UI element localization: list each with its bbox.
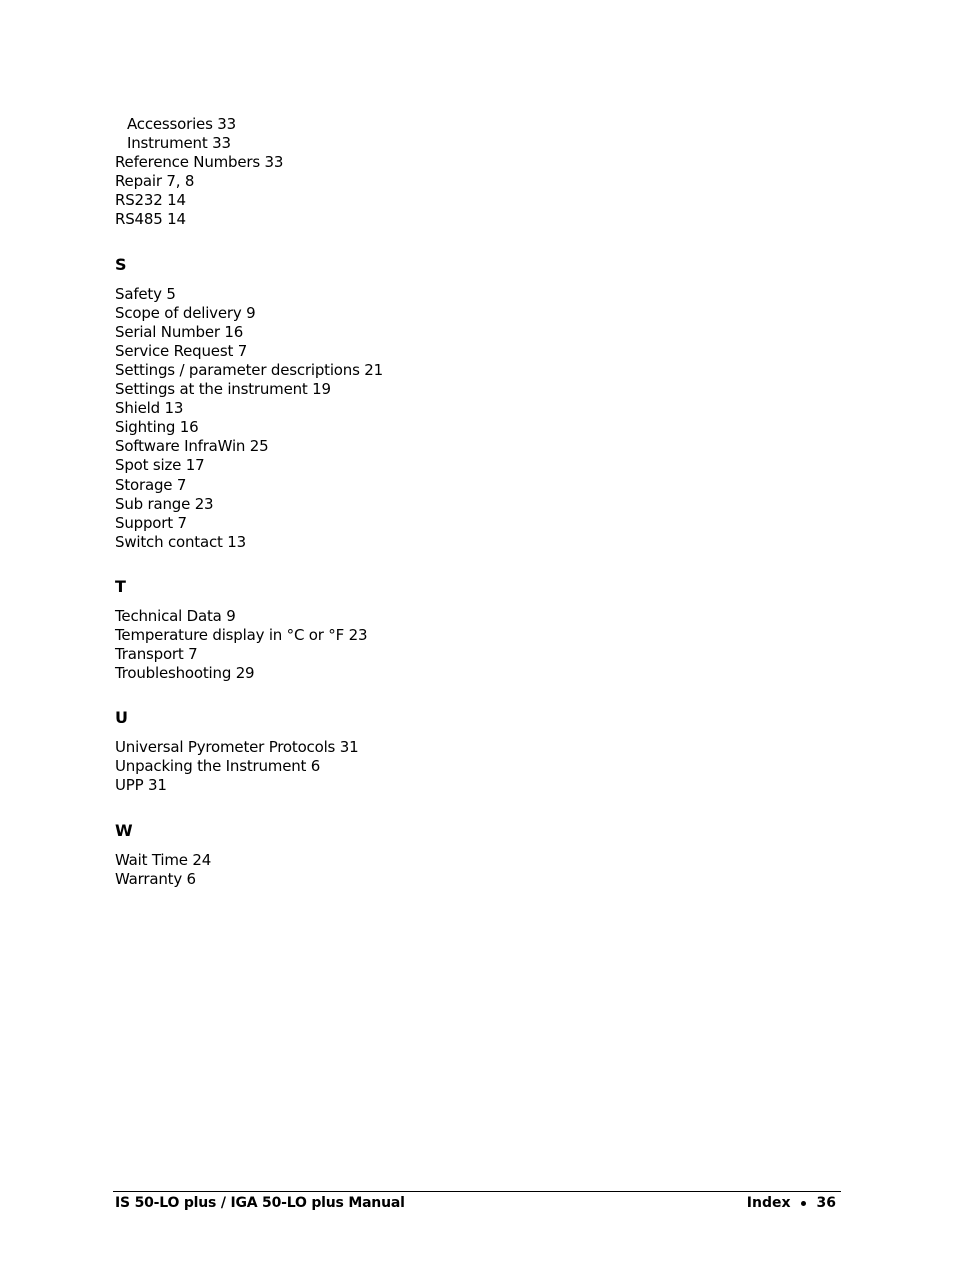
index-entry: RS232 14 <box>115 191 186 210</box>
index-section-t <box>115 577 715 683</box>
index-entry: Sighting 16 <box>115 418 199 437</box>
section-letter-heading: S <box>115 254 127 274</box>
footer-divider <box>113 1191 841 1192</box>
index-entry: UPP 31 <box>115 776 167 795</box>
index-subentry: Instrument 33 <box>127 134 231 153</box>
index-entry: Transport 7 <box>115 645 198 664</box>
index-entry: Repair 7, 8 <box>115 172 195 191</box>
index-entry: Storage 7 <box>115 475 187 494</box>
index-entry: Switch contact 13 <box>115 532 246 551</box>
index-entry: Settings at the instrument 19 <box>115 380 331 399</box>
section-letter-heading: U <box>115 708 128 728</box>
index-entry: Technical Data 9 <box>115 606 236 625</box>
index-body <box>115 115 715 889</box>
index-entry: Wait Time 24 <box>115 850 212 869</box>
index-entry: Temperature display in °C or °F 23 <box>115 625 368 644</box>
index-section-u <box>115 708 715 795</box>
index-continued-group <box>115 115 715 230</box>
index-section-w <box>115 821 715 889</box>
index-entry: Troubleshooting 29 <box>115 664 255 683</box>
index-entry: Serial Number 16 <box>115 322 244 341</box>
index-entry: Universal Pyrometer Protocols 31 <box>115 738 359 757</box>
bullet-separator-icon <box>801 1201 806 1206</box>
index-entry: Safety 5 <box>115 284 176 303</box>
index-entry: Settings / parameter descriptions 21 <box>115 360 383 379</box>
section-letter-heading: W <box>115 820 133 840</box>
index-entry: Software InfraWin 25 <box>115 437 269 456</box>
index-entry: Scope of delivery 9 <box>115 303 256 322</box>
index-subentry: Accessories 33 <box>127 115 236 133</box>
index-entry: Shield 13 <box>115 399 184 418</box>
footer-manual-title: IS 50-LO plus / IGA 50-LO plus Manual <box>115 1195 405 1211</box>
index-entry: Support 7 <box>115 513 187 532</box>
section-letter-heading: T <box>115 576 126 596</box>
index-entry: Service Request 7 <box>115 341 248 360</box>
index-entry: Sub range 23 <box>115 494 214 513</box>
footer-page-number: 36 <box>816 1195 836 1211</box>
index-entry: RS485 14 <box>115 210 186 229</box>
index-entry: Spot size 17 <box>115 456 205 475</box>
index-entry: Reference Numbers 33 <box>115 153 284 172</box>
index-section-s <box>115 255 715 552</box>
index-entry: Warranty 6 <box>115 869 196 888</box>
footer-page-info <box>747 1194 836 1212</box>
footer-section-name: Index <box>746 1195 791 1211</box>
index-entry: Unpacking the Instrument 6 <box>115 757 321 776</box>
